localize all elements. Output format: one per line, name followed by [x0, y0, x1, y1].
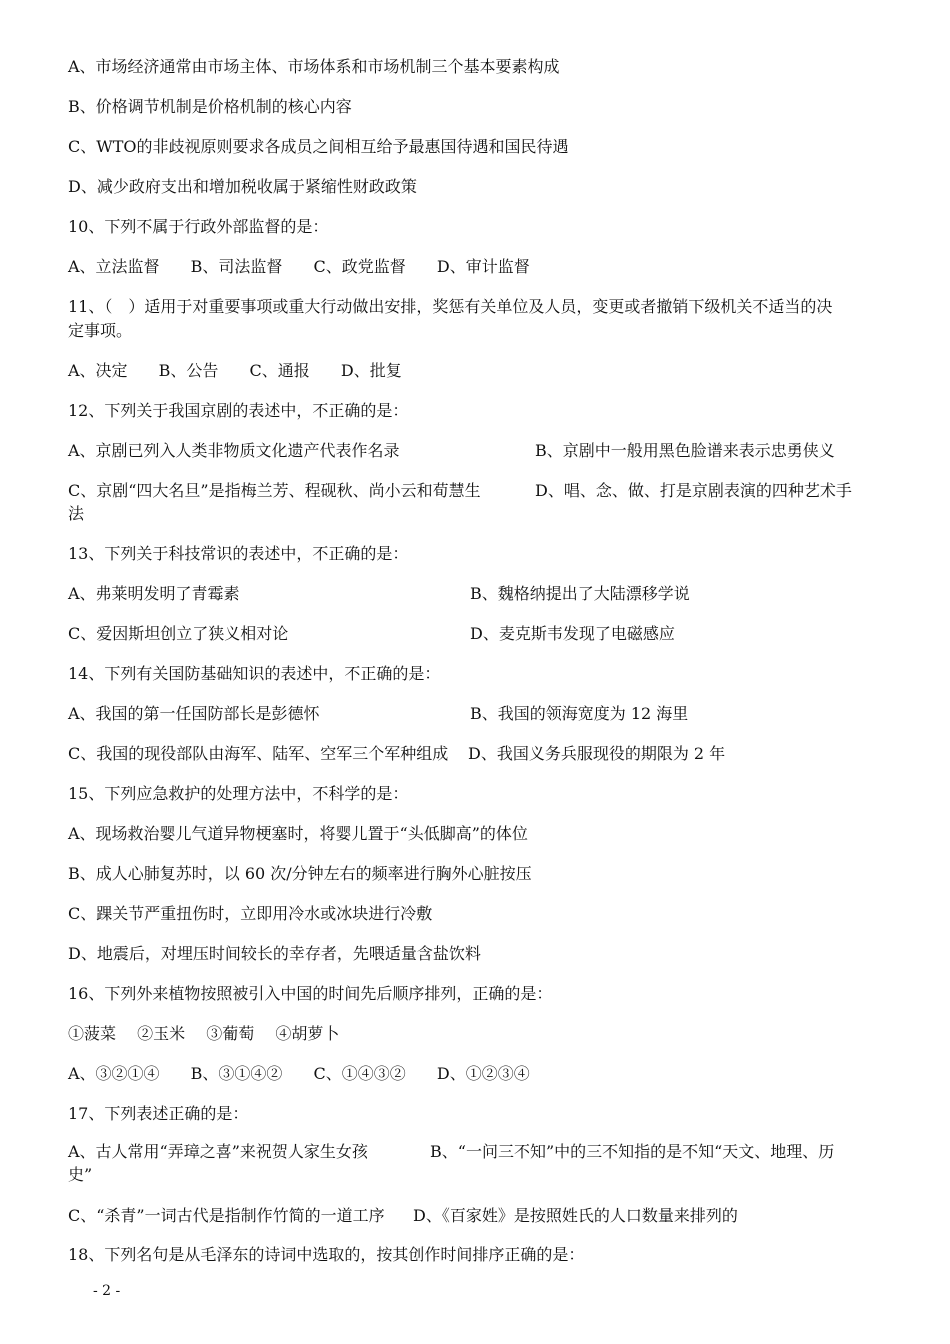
q17-option-b-cont: 史”	[68, 1165, 93, 1184]
q12-option-c: C、京剧“四大名旦”是指梅兰芳、程砚秋、尚小云和荀慧生	[68, 481, 481, 500]
q18-stem: 18、下列名句是从毛泽东的诗词中选取的，按其创作时间排序正确的是：	[68, 1245, 585, 1264]
q14-option-a: A、我国的第一任国防部长是彭德怀	[68, 704, 320, 723]
q16-option-a: A、③②①④	[68, 1064, 160, 1083]
q15-option-d: D、地震后，对埋压时间较长的幸存者，先喂适量含盐饮料	[68, 944, 481, 963]
q11-stem-line1: 11、（ ）适用于对重要事项或重大行动做出安排，奖惩有关单位及人员，变更或者撤销下级机关不适当的决	[68, 297, 833, 316]
q11-option-d: D、批复	[340, 361, 402, 380]
q17-stem: 17、下列表述正确的是：	[68, 1104, 249, 1123]
q17-row2	[68, 1205, 888, 1227]
q13-row1	[68, 583, 888, 605]
q12-option-d-cont: 法	[68, 504, 85, 523]
q13-stem: 13、下列关于科技常识的表述中，不正确的是：	[68, 544, 409, 563]
q16-item-2: ②玉米	[137, 1024, 186, 1043]
q14-row2	[68, 743, 888, 765]
q16-option-d: D、①②③④	[436, 1064, 530, 1083]
q11-options	[68, 360, 888, 382]
q11-option-b: B、公告	[158, 361, 219, 380]
q16-items	[68, 1023, 888, 1045]
q13-option-c: C、爱因斯坦创立了狭义相对论	[68, 624, 289, 643]
q14-stem: 14、下列有关国防基础知识的表述中，不正确的是：	[68, 664, 441, 683]
q11-stem-line2: 定事项。	[68, 321, 133, 340]
q12-row2	[68, 480, 888, 502]
page-number: - 2 -	[93, 1283, 121, 1299]
q14-option-c: C、我国的现役部队由海军、陆军、空军三个军种组成	[68, 744, 449, 763]
q11-option-c: C、通报	[249, 361, 310, 380]
q9-option-d: D、减少政府支出和增加税收属于紧缩性财政政策	[68, 177, 417, 196]
q14-option-d: D、我国义务兵服现役的期限为 2 年	[468, 744, 726, 763]
q16-options	[68, 1063, 888, 1085]
q12-row1	[68, 440, 888, 462]
q11-option-a: A、决定	[68, 361, 128, 380]
q13-row2	[68, 623, 888, 645]
q17-option-a: A、古人常用“弄璋之喜”来祝贺人家生女孩	[68, 1142, 368, 1161]
q14-row1	[68, 703, 888, 725]
q10-option-b: B、司法监督	[190, 257, 283, 276]
q16-option-b: B、③①④②	[190, 1064, 283, 1083]
q13-option-d: D、麦克斯韦发现了电磁感应	[470, 624, 675, 643]
q15-option-a: A、现场救治婴儿气道异物梗塞时，将婴儿置于“头低脚高”的体位	[68, 824, 528, 843]
q12-stem: 12、下列关于我国京剧的表述中，不正确的是：	[68, 401, 409, 420]
q15-option-c: C、踝关节严重扭伤时，立即用冷水或冰块进行冷敷	[68, 904, 433, 923]
q12-option-d: D、唱、念、做、打是京剧表演的四种艺术手	[535, 481, 852, 500]
q16-item-3: ③葡萄	[206, 1024, 255, 1043]
q13-option-b: B、魏格纳提出了大陆漂移学说	[470, 584, 690, 603]
q13-option-a: A、弗莱明发明了青霉素	[68, 584, 240, 603]
q15-stem: 15、下列应急救护的处理方法中，不科学的是：	[68, 784, 409, 803]
q9-option-a: A、市场经济通常由市场主体、市场体系和市场机制三个基本要素构成	[68, 57, 560, 76]
q17-option-b: B、“一问三不知”中的三不知指的是不知“天文、地理、历	[430, 1142, 835, 1161]
q10-option-d: D、审计监督	[436, 257, 530, 276]
q16-item-4: ④胡萝卜	[275, 1024, 340, 1043]
q9-option-b: B、价格调节机制是价格机制的核心内容	[68, 97, 352, 116]
q10-stem: 10、下列不属于行政外部监督的是：	[68, 217, 329, 236]
q10-option-a: A、立法监督	[68, 257, 160, 276]
q17-row1	[68, 1141, 888, 1163]
q10-options	[68, 256, 888, 278]
q12-option-b: B、京剧中一般用黑色脸谱来表示忠勇侠义	[535, 441, 835, 460]
q9-option-c: C、WTO的非歧视原则要求各成员之间相互给予最惠国待遇和国民待遇	[68, 137, 569, 156]
q16-stem: 16、下列外来植物按照被引入中国的时间先后顺序排列，正确的是：	[68, 984, 553, 1003]
q16-option-c: C、①④③②	[313, 1064, 406, 1083]
q10-option-c: C、政党监督	[313, 257, 406, 276]
q17-option-c: C、“杀青”一词古代是指制作竹简的一道工序	[68, 1206, 385, 1225]
q15-option-b: B、成人心肺复苏时，以 60 次/分钟左右的频率进行胸外心脏按压	[68, 864, 532, 883]
q14-option-b: B、我国的领海宽度为 12 海里	[470, 704, 689, 723]
q12-option-a: A、京剧已列入人类非物质文化遗产代表作名录	[68, 441, 400, 460]
q16-item-1: ①菠菜	[68, 1024, 117, 1043]
q17-option-d: D、《百家姓》是按照姓氏的人口数量来排列的	[413, 1206, 738, 1225]
